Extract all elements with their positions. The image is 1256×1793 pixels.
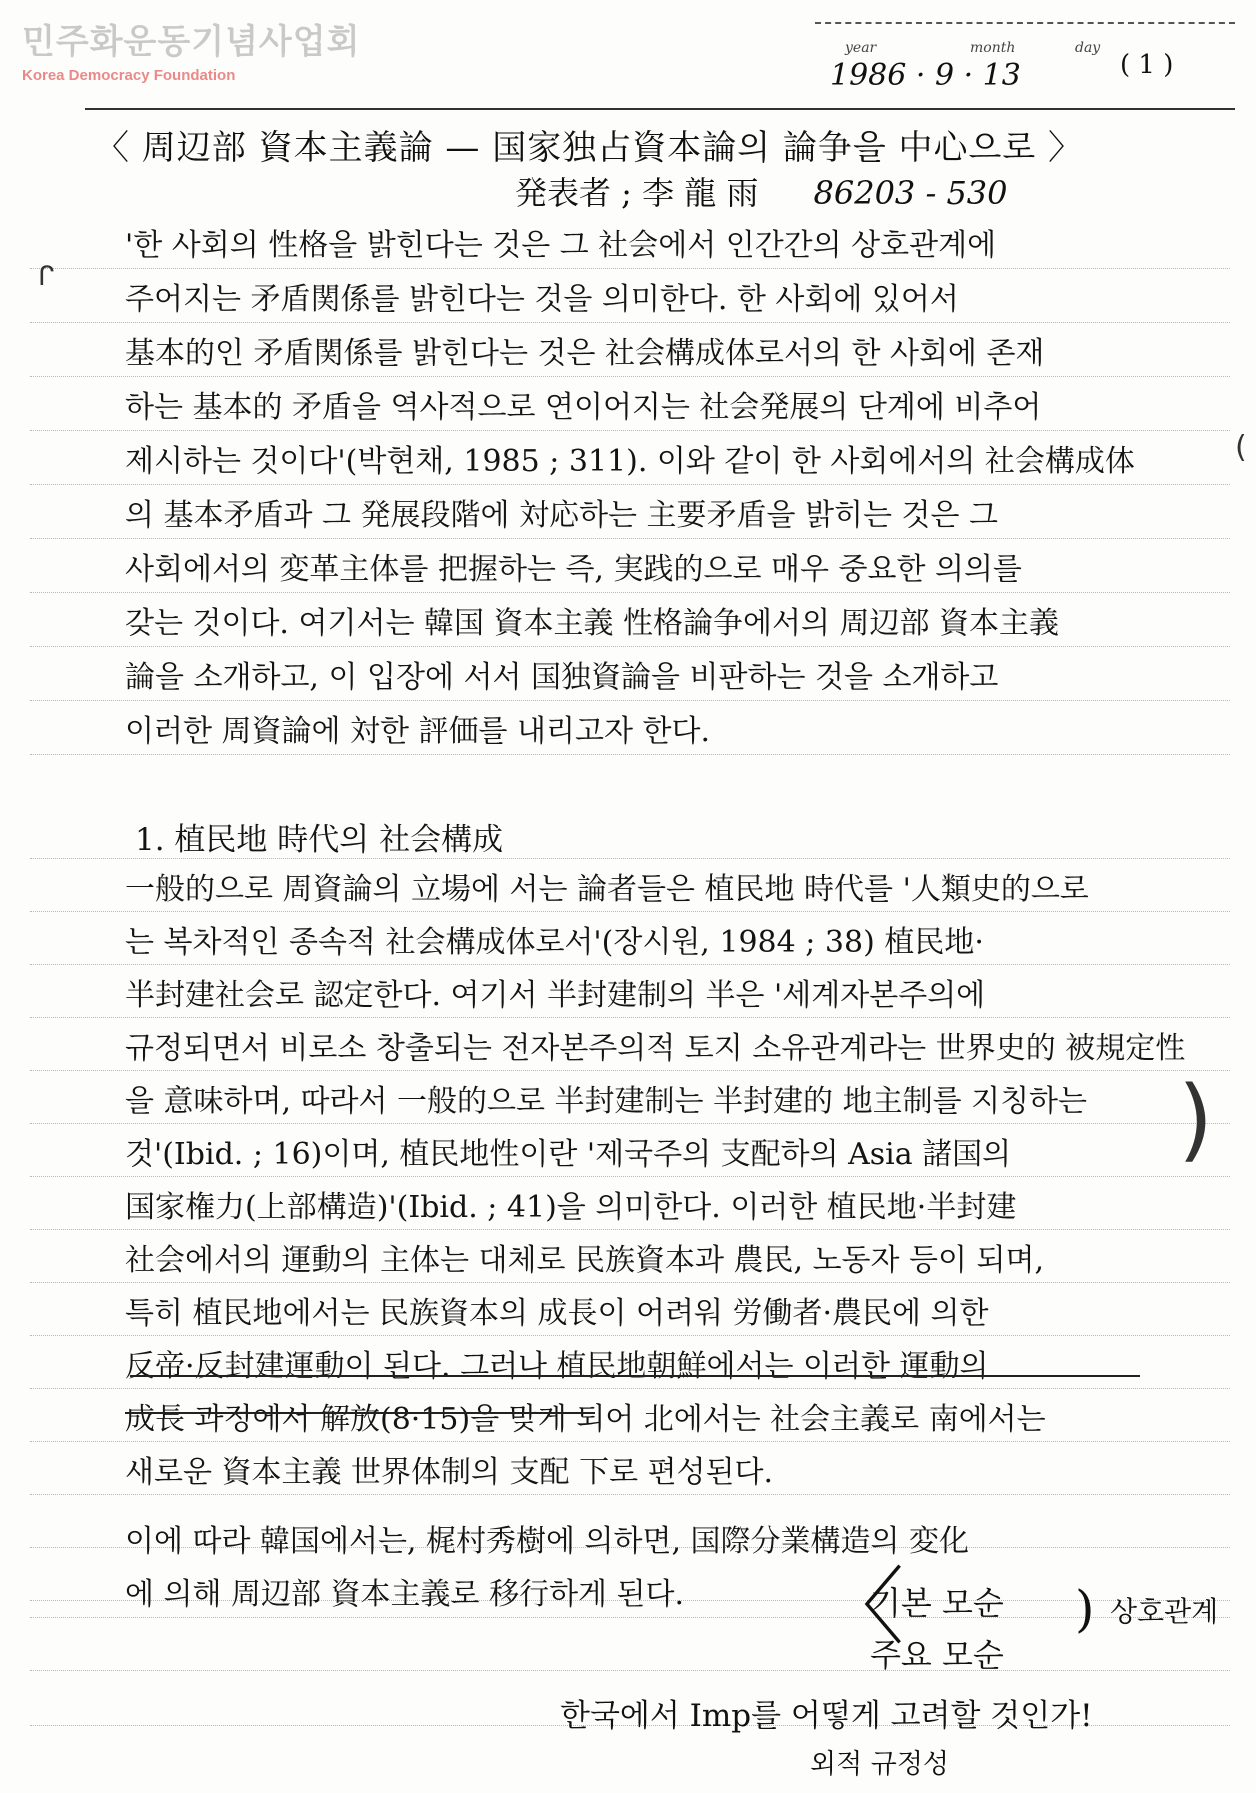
text-line: 社会에서의 運動의 主体는 대체로 民族資本과 農民, 노동자 등이 되며, <box>125 1243 1045 1278</box>
text-line: 이에 따라 韓国에서는, 梶村秀樹에 의하면, 国際分業構造의 変化 <box>125 1524 970 1559</box>
sheet-number: ( 1 ) <box>1120 50 1174 80</box>
text-line: 論을 소개하고, 이 입장에 서서 国独資論을 비판하는 것을 소개하고 <box>125 660 999 695</box>
underline-mark <box>130 1317 1140 1377</box>
text-line: 이러한 周資論에 対한 評価를 내리고자 한다. <box>125 714 710 749</box>
text-line: 基本的인 矛盾関係를 밝힌다는 것은 社会構成体로서의 한 사회에 존재 <box>125 336 1045 371</box>
date-label-year: year <box>845 40 877 56</box>
text-line: 는 복차적인 종속적 社会構成体로서'(장시원, 1984 ; 38) 植民地· <box>125 925 984 960</box>
margin-mark: ᒋ <box>38 262 55 292</box>
text-line: 国家権力(上部構造)'(Ibid. ; 41)을 의미한다. 이러한 植民地·半封建 <box>125 1190 1017 1225</box>
text-line: 것'(Ibid. ; 16)이며, 植民地性이란 '제국주의 支配하의 Asia 諸国의 <box>125 1137 1012 1172</box>
presenter-line <box>515 168 1008 214</box>
ruled-line <box>30 1617 1230 1618</box>
ruled-line <box>30 1670 1230 1671</box>
date-value: 1986 · 9 · 13 <box>830 58 1021 93</box>
bracket-mark: 〈 <box>820 1558 905 1656</box>
ruled-line <box>30 1123 1230 1124</box>
header-rule <box>85 108 1235 110</box>
date-rule <box>815 22 1235 24</box>
margin-mark: ( <box>1235 430 1247 465</box>
note-relation: 상호관계 <box>1110 1595 1219 1628</box>
ruled-line <box>30 1017 1230 1018</box>
text-line: 제시하는 것이다'(박현채, 1985 ; 311). 이와 같이 한 사회에서의 社会構成体 <box>125 444 1135 479</box>
ruled-line <box>30 484 1230 485</box>
ruled-line <box>30 646 1230 647</box>
presenter-name: 発表者 ; 李 龍 雨 <box>515 174 759 212</box>
ruled-line <box>30 322 1230 323</box>
text-line: 특히 植民地에서는 民族資本의 成長이 어려워 労働者·農民에 의한 <box>125 1296 989 1331</box>
ruled-line <box>30 268 1230 269</box>
logo-korean: 민주화운동기념사업회 <box>22 22 361 62</box>
text-line: 의 基本矛盾과 그 発展段階에 対応하는 主要矛盾을 밝히는 것은 그 <box>125 498 999 533</box>
ruled-line <box>30 376 1230 377</box>
ruled-line <box>30 592 1230 593</box>
bracket-mark: ) <box>1075 1580 1095 1638</box>
ruled-line <box>30 538 1230 539</box>
text-line: 을 意味하며, 따라서 一般的으로 半封建制는 半封建的 地主制를 지칭하는 <box>125 1084 1088 1119</box>
note-question: 한국에서 Imp를 어떻게 고려할 것인가! <box>560 1698 1093 1734</box>
underline-mark <box>125 1376 595 1414</box>
text-line: 갖는 것이다. 여기서는 韓国 資本主義 性格論争에서의 周辺部 資本主義 <box>125 606 1060 641</box>
text-line: 反帝·反封建運動이 된다. 그러나 植民地朝鮮에서는 이러한 運動의 <box>125 1349 989 1384</box>
text-line: 사회에서의 変革主体를 把握하는 즉, 実践的으로 매우 중요한 의의를 <box>125 552 1022 587</box>
student-number: 86203 - 530 <box>813 174 1008 212</box>
ruled-line <box>30 754 1230 755</box>
text-line: 에 의해 周辺部 資本主義로 移行하게 된다. <box>125 1577 685 1612</box>
ruled-line <box>30 1441 1230 1442</box>
ruled-line <box>30 700 1230 701</box>
ruled-line <box>30 430 1230 431</box>
text-line: 주어지는 矛盾関係를 밝힌다는 것을 의미한다. 한 사회에 있어서 <box>125 282 959 317</box>
foundation-logo <box>22 22 360 86</box>
ruled-line <box>30 911 1230 912</box>
ruled-line <box>30 1070 1230 1071</box>
ruled-line <box>30 1494 1230 1495</box>
text-line: 하는 基本的 矛盾을 역사적으로 연이어지는 社会発展의 단계에 비추어 <box>125 390 1042 425</box>
text-line: 규정되면서 비로소 창출되는 전자본주의적 토지 소유관계라는 世界史的 被規定性 <box>125 1031 1186 1066</box>
text-line: 새로운 資本主義 世界体制의 支配 下로 편성된다. <box>125 1455 774 1490</box>
ruled-line <box>30 1176 1230 1177</box>
text-line: 一般的으로 周資論의 立場에 서는 論者들은 植民地 時代를 '人類史的으로 <box>125 872 1089 907</box>
note-main-contradiction: 주요 모순 <box>870 1636 1004 1674</box>
text-line: 半封建社会로 認定한다. 여기서 半封建制의 半은 '세계자본주의에 <box>125 978 986 1013</box>
text-line: 成長 과정에서 解放(8·15)을 맞게 되어 北에서는 社会主義로 南에서는 <box>125 1402 1046 1437</box>
ruled-line <box>30 1282 1230 1283</box>
logo-english: Korea Democracy Foundation <box>22 67 236 84</box>
note-basic-contradiction: 기본 모순 <box>870 1584 1004 1622</box>
document-title: 〈 周辺部 資本主義論 — 国家独占資本論의 論争을 中心으로 〉 <box>95 128 1084 168</box>
ruled-line <box>30 964 1230 965</box>
date-label-day: day <box>1075 40 1101 56</box>
ruled-line <box>30 1229 1230 1230</box>
note-extra: 외적 규정성 <box>810 1749 949 1780</box>
date-label-month: month <box>970 40 1016 56</box>
text-line: '한 사회의 性格을 밝힌다는 것은 그 社会에서 인간간의 상호관계에 <box>125 228 997 263</box>
section-heading: 1. 植民地 時代의 社会構成 <box>135 822 504 858</box>
margin-mark: ) <box>1178 1067 1214 1172</box>
